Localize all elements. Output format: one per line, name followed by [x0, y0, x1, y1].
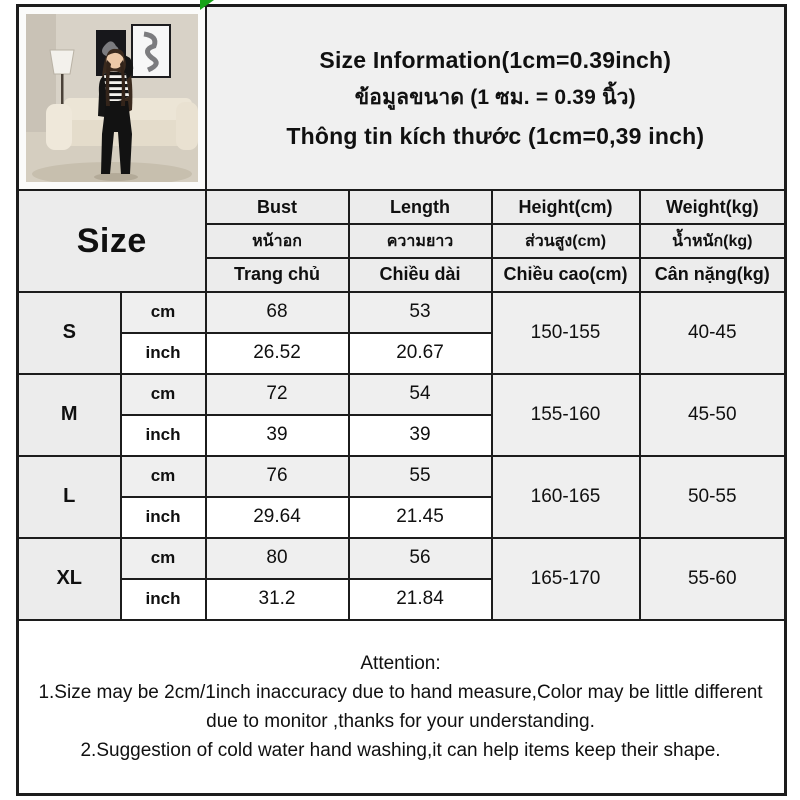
product-photo-cell [18, 6, 206, 191]
xl-length-cm: 56 [349, 538, 492, 579]
unit-label-inch: inch [121, 579, 206, 620]
col-header-height-en: Height(cm) [492, 190, 640, 224]
size-table [16, 4, 787, 796]
col-header-bust-th: หน้าอก [206, 224, 349, 258]
col-header-length-en: Length [349, 190, 492, 224]
unit-label-inch: inch [121, 415, 206, 456]
m-bust-inch: 39 [206, 415, 349, 456]
col-header-weight-vi: Cân nặng(kg) [640, 258, 786, 292]
col-header-height-vi: Chiều cao(cm) [492, 258, 640, 292]
unit-label-cm: cm [121, 374, 206, 415]
unit-label-cm: cm [121, 538, 206, 579]
m-bust-cm: 72 [206, 374, 349, 415]
col-header-bust-en: Bust [206, 190, 349, 224]
col-header-weight-th: น้ำหนัก(kg) [640, 224, 786, 258]
title-thai: ข้อมูลขนาด (1 ซม. = 0.39 นิ้ว) [354, 86, 636, 110]
product-photo [19, 9, 205, 187]
size-row-label-m: M [18, 374, 121, 456]
unit-label-cm: cm [121, 456, 206, 497]
attention-line-2: 2.Suggestion of cold water hand washing,it can help items keep their shape. [80, 740, 721, 762]
unit-label-cm: cm [121, 292, 206, 333]
l-length-inch: 21.45 [349, 497, 492, 538]
unit-label-inch: inch [121, 497, 206, 538]
size-header: Size [18, 190, 206, 291]
l-weight: 50-55 [640, 456, 786, 538]
attention-cell [18, 620, 786, 795]
xl-bust-inch: 31.2 [206, 579, 349, 620]
col-header-bust-vi: Trang chủ [206, 258, 349, 292]
col-header-height-th: ส่วนสูง(cm) [492, 224, 640, 258]
s-bust-inch: 26.52 [206, 333, 349, 374]
size-info-title-cell [206, 6, 786, 191]
s-length-cm: 53 [349, 292, 492, 333]
s-length-inch: 20.67 [349, 333, 492, 374]
xl-bust-cm: 80 [206, 538, 349, 579]
l-length-cm: 55 [349, 456, 492, 497]
size-row-label-s: S [18, 292, 121, 374]
xl-length-inch: 21.84 [349, 579, 492, 620]
size-row-label-l: L [18, 456, 121, 538]
m-height: 155-160 [492, 374, 640, 456]
m-length-cm: 54 [349, 374, 492, 415]
m-weight: 45-50 [640, 374, 786, 456]
l-bust-cm: 76 [206, 456, 349, 497]
s-height: 150-155 [492, 292, 640, 374]
xl-height: 165-170 [492, 538, 640, 620]
col-header-weight-en: Weight(kg) [640, 190, 786, 224]
l-height: 160-165 [492, 456, 640, 538]
size-row-label-xl: XL [18, 538, 121, 620]
xl-weight: 55-60 [640, 538, 786, 620]
s-weight: 40-45 [640, 292, 786, 374]
m-length-inch: 39 [349, 415, 492, 456]
l-bust-inch: 29.64 [206, 497, 349, 538]
unit-label-inch: inch [121, 333, 206, 374]
col-header-length-vi: Chiều dài [349, 258, 492, 292]
green-corner-marker-icon [200, 0, 214, 10]
attention-title: Attention: [360, 653, 441, 675]
s-bust-cm: 68 [206, 292, 349, 333]
title-english: Size Information(1cm=0.39inch) [319, 47, 672, 74]
title-vietnamese: Thông tin kích thước (1cm=0,39 inch) [286, 123, 705, 150]
attention-line-1: 1.Size may be 2cm/1inch inaccuracy due to hand measure,Color may be little different due to monitor ,thanks for your understanding. [38, 682, 763, 733]
col-header-length-th: ความยาว [349, 224, 492, 258]
